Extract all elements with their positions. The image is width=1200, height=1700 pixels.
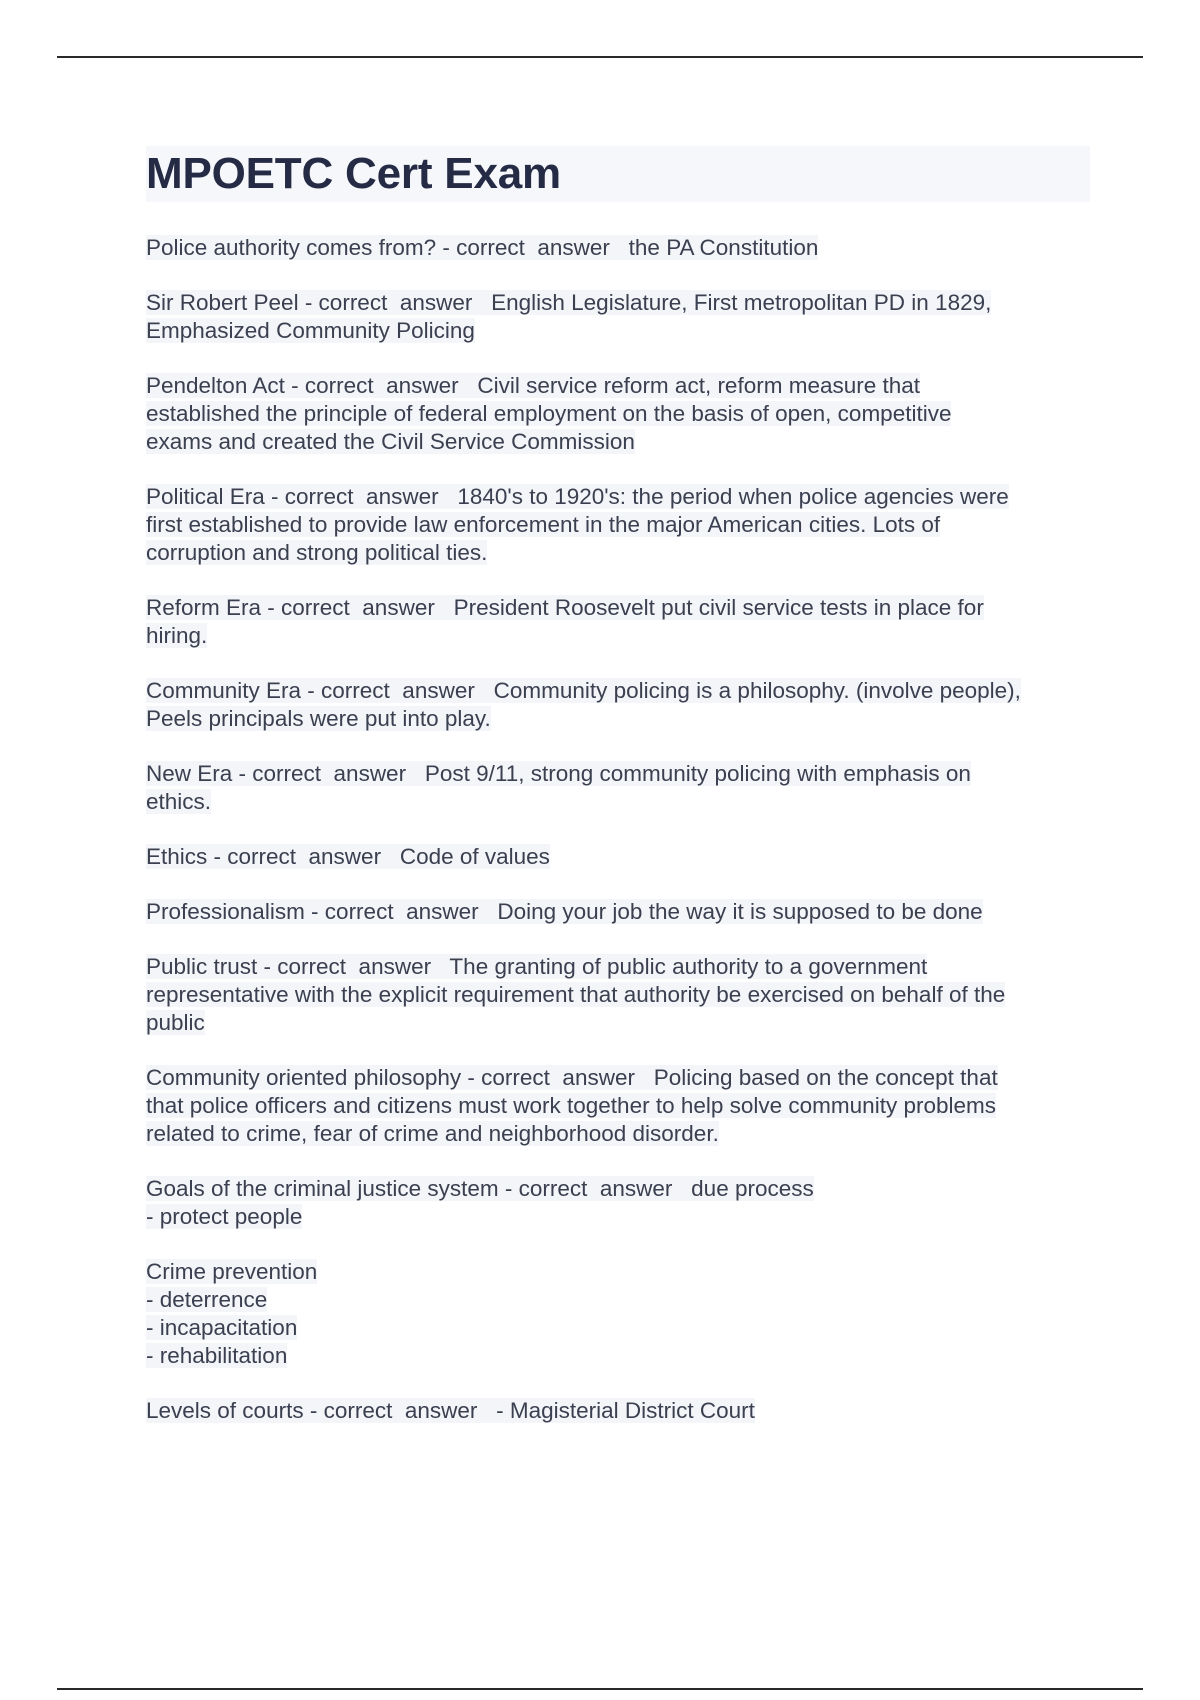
top-rule [57,56,1143,58]
qa-entry-text: ethics. [146,789,212,814]
qa-entry-text: exams and created the Civil Service Commission [146,429,635,454]
qa-entry [146,1397,1090,1425]
qa-list [146,234,1090,1425]
qa-entry-line [146,1009,1090,1037]
qa-entry-line [146,1120,1090,1148]
qa-entry-line [146,539,1090,567]
qa-entry-line [146,594,1090,622]
qa-entry-text: Community Era - correct answer Community policing is a philosophy. (involve people), [146,678,1021,703]
qa-entry-line [146,843,1090,871]
qa-entry-text: Police authority comes from? - correct answer the PA Constitution [146,235,819,260]
qa-entry-line [146,1203,1090,1231]
bottom-rule [57,1688,1143,1690]
qa-entry-text: Crime prevention [146,1259,318,1284]
qa-entry-line [146,788,1090,816]
qa-entry-text: - protect people [146,1204,303,1229]
qa-entry [146,953,1090,1037]
qa-entry [146,898,1090,926]
qa-entry-text: Goals of the criminal justice system - correct answer due process [146,1176,814,1201]
qa-entry-text: established the principle of federal employment on the basis of open, competitive [146,401,952,426]
qa-entry-text: public [146,1010,205,1035]
qa-entry-line [146,400,1090,428]
qa-entry-line [146,1092,1090,1120]
qa-entry-text: Community oriented philosophy - correct answer Policing based on the concept that [146,1065,998,1090]
qa-entry-text: Emphasized Community Policing [146,318,475,343]
qa-entry-line [146,981,1090,1009]
qa-entry-text: Levels of courts - correct answer - Magisterial District Court [146,1398,755,1423]
qa-entry [146,677,1090,733]
qa-entry-text: Professionalism - correct answer Doing your job the way it is supposed to be done [146,899,983,924]
qa-entry [146,289,1090,345]
qa-entry-text: Public trust - correct answer The granting of public authority to a government [146,954,928,979]
qa-entry-line [146,428,1090,456]
qa-entry-line [146,372,1090,400]
qa-entry [146,234,1090,262]
qa-entry-line [146,1342,1090,1370]
qa-entry-text: Pendelton Act - correct answer Civil service reform act, reform measure that [146,373,921,398]
qa-entry-line [146,677,1090,705]
qa-entry [146,843,1090,871]
qa-entry-line [146,511,1090,539]
page-title: MPOETC Cert Exam [146,146,1090,202]
qa-entry-line [146,953,1090,981]
qa-entry-text: Political Era - correct answer 1840's to 1920's: the period when police agencies were [146,484,1009,509]
qa-entry-line [146,1258,1090,1286]
qa-entry-text: representative with the explicit requirement that authority be exercised on behalf of the [146,982,1006,1007]
qa-entry-line [146,760,1090,788]
qa-entry-text: Sir Robert Peel - correct answer English Legislature, First metropolitan PD in 1829, [146,290,992,315]
qa-entry [146,483,1090,567]
qa-entry [146,1258,1090,1370]
qa-entry-text: - rehabilitation [146,1343,288,1368]
qa-entry-line [146,234,1090,262]
qa-entry-text: corruption and strong political ties. [146,540,488,565]
qa-entry-text: - incapacitation [146,1315,298,1340]
qa-entry-text: related to crime, fear of crime and neighborhood disorder. [146,1121,719,1146]
qa-entry-text: first established to provide law enforcement in the major American cities. Lots of [146,512,941,537]
qa-entry-text: - deterrence [146,1287,268,1312]
qa-entry [146,1064,1090,1148]
qa-entry [146,594,1090,650]
qa-entry-text: that police officers and citizens must work together to help solve community problems [146,1093,996,1118]
qa-entry-text: hiring. [146,623,208,648]
qa-entry-line [146,1286,1090,1314]
qa-entry-line [146,898,1090,926]
qa-entry [146,760,1090,816]
qa-entry-line [146,1314,1090,1342]
qa-entry-line [146,622,1090,650]
qa-entry-text: Ethics - correct answer Code of values [146,844,550,869]
qa-entry-line [146,1397,1090,1425]
document-body [146,146,1090,1452]
qa-entry [146,372,1090,456]
qa-entry-text: New Era - correct answer Post 9/11, strong community policing with emphasis on [146,761,971,786]
qa-entry-line [146,289,1090,317]
qa-entry-text: Reform Era - correct answer President Roosevelt put civil service tests in place for [146,595,984,620]
qa-entry-text: Peels principals were put into play. [146,706,491,731]
qa-entry-line [146,1064,1090,1092]
qa-entry [146,1175,1090,1231]
qa-entry-line [146,1175,1090,1203]
qa-entry-line [146,483,1090,511]
qa-entry-line [146,317,1090,345]
qa-entry-line [146,705,1090,733]
